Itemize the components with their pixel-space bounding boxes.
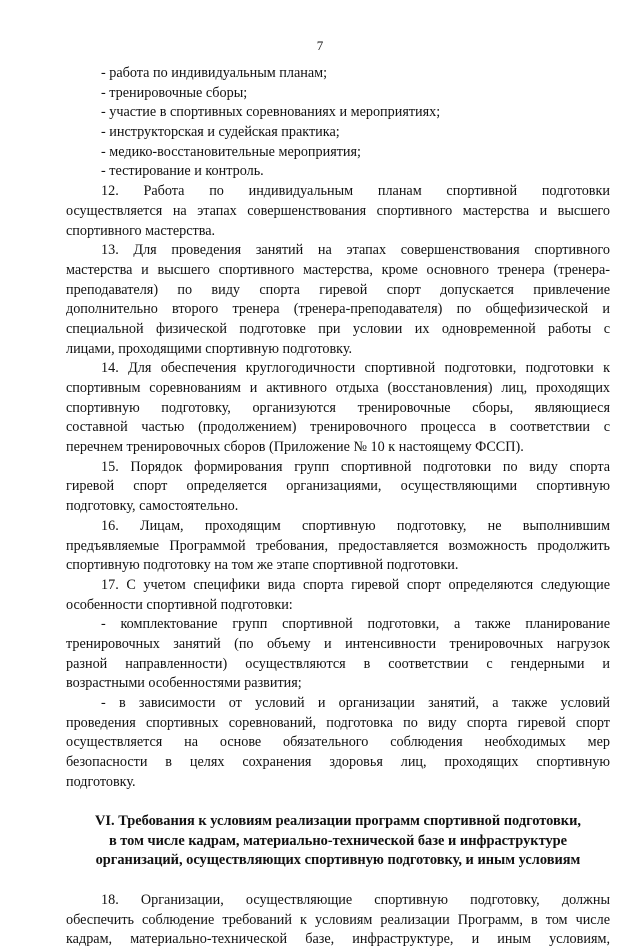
paragraph-line: спортивным соревнованиям и активного отдыха (восстановления) лиц, проходящих — [66, 380, 610, 396]
paragraph-line: 12. Работа по индивидуальным планам спортивной подготовки — [101, 183, 610, 200]
paragraph-line: мастерства и высшего спортивного мастерства, кроме основного тренера (тренера- — [66, 261, 610, 278]
paragraph-line: 18. Организации, осуществляющие спортивную подготовку, должны — [101, 891, 610, 908]
paragraph-line: предъявляемые Программой требования, предоставляется возможность продолжить — [66, 537, 610, 554]
paragraph-line: осуществляется на этапах совершенствования спортивного мастерства и высшего — [66, 202, 610, 219]
paragraph-line: лицами, проходящими спортивную подготовку. — [66, 340, 353, 357]
paragraph-line: спортивную подготовку на том же этапе спортивной подготовки. — [66, 557, 459, 574]
paragraph-line: кадрам, материально-технической базе, инфраструктуре, и иным условиям, — [66, 931, 610, 948]
section-heading-line: организаций, осуществляющих спортивную подготовку, и иным условиям — [95, 852, 581, 869]
document-body — [66, 64, 610, 950]
paragraph-line: специальной физической подготовке при условии их одновременной работы с — [66, 320, 610, 337]
paragraph-line: гиревой спорт определяется организациями, осуществляющими спортивную — [66, 478, 610, 495]
list-item: - тестирование и контроль. — [101, 163, 264, 180]
list-item: - инструкторская и судейская практика; — [101, 124, 340, 141]
paragraph-line: подготовку. — [66, 773, 136, 790]
section-heading — [66, 812, 610, 871]
paragraph-line: дополнительно второго тренера (тренера-преподавателя) по общефизической и — [66, 301, 610, 318]
paragraph-line: - в зависимости от условий и организации занятий, а также условий — [101, 695, 610, 711]
list-item: - участие в спортивных соревнованиях и мероприятиях; — [101, 104, 441, 121]
paragraph-line: 16. Лицам, проходящим спортивную подготовку, не выполнившим — [101, 517, 610, 534]
section-heading-line: в том числе кадрам, материально-технической базе и инфраструктуре — [108, 832, 568, 849]
paragraph-line: обеспечить соблюдение требований к условиям реализации Программ, в том числе — [66, 911, 610, 928]
paragraph-line: 17. С учетом специфики вида спорта гиревой спорт определяются следующие — [101, 576, 610, 593]
paragraph-line: 15. Порядок формирования групп спортивной подготовки по виду спорта — [101, 458, 610, 475]
paragraph-line: осуществляется на основе обязательного соблюдения необходимых мер — [66, 734, 610, 751]
paragraph-line: тренировочных занятий (по объему и интенсивности тренировочных нагрузок — [66, 635, 610, 652]
paragraph-line: спортивную подготовку, организуются тренировочные сборы, являющиеся — [66, 399, 610, 416]
paragraph-line: возрастными особенностями развития; — [66, 675, 302, 692]
list-item: - медико-восстановительные мероприятия; — [101, 143, 361, 160]
paragraph-line: 13. Для проведения занятий на этапах совершенствования спортивного — [101, 242, 610, 259]
paragraph-line: особенности спортивной подготовки: — [66, 596, 293, 613]
section-gap — [66, 871, 610, 891]
list-item: - работа по индивидуальным планам; — [101, 65, 328, 81]
page-number: 7 — [316, 38, 324, 53]
paragraph-line: подготовку, самостоятельно. — [66, 498, 239, 515]
section-heading-line: VI. Требования к условиям реализации программ спортивной подготовки, — [95, 813, 581, 830]
paragraph-line: составной частью (продолжением) тренировочного процесса в соответствии с — [66, 419, 610, 436]
paragraph-line: перечнем тренировочных сборов (Приложение № 10 к настоящему ФССП). — [66, 439, 524, 456]
section-gap — [66, 792, 610, 812]
paragraph-line: проведения спортивных соревнований, подготовка по виду спорта гиревой спорт — [66, 714, 610, 731]
paragraph-line: 14. Для обеспечения круглогодичности спортивной подготовки, подготовки к — [101, 360, 610, 377]
paragraph-line: преподавателя) по виду спорта гиревой спорт допускается привлечение — [66, 281, 610, 298]
list-item: - тренировочные сборы; — [101, 84, 248, 101]
paragraph-line: безопасности в целях сохранения здоровья лиц, проходящих спортивную — [66, 754, 610, 771]
paragraph-line: разной направленности) осуществляются в соответствии с гендерными и — [66, 655, 610, 672]
paragraph-line: - комплектование групп спортивной подготовки, а также планирование — [101, 616, 610, 633]
paragraph-line: спортивного мастерства. — [66, 222, 216, 239]
